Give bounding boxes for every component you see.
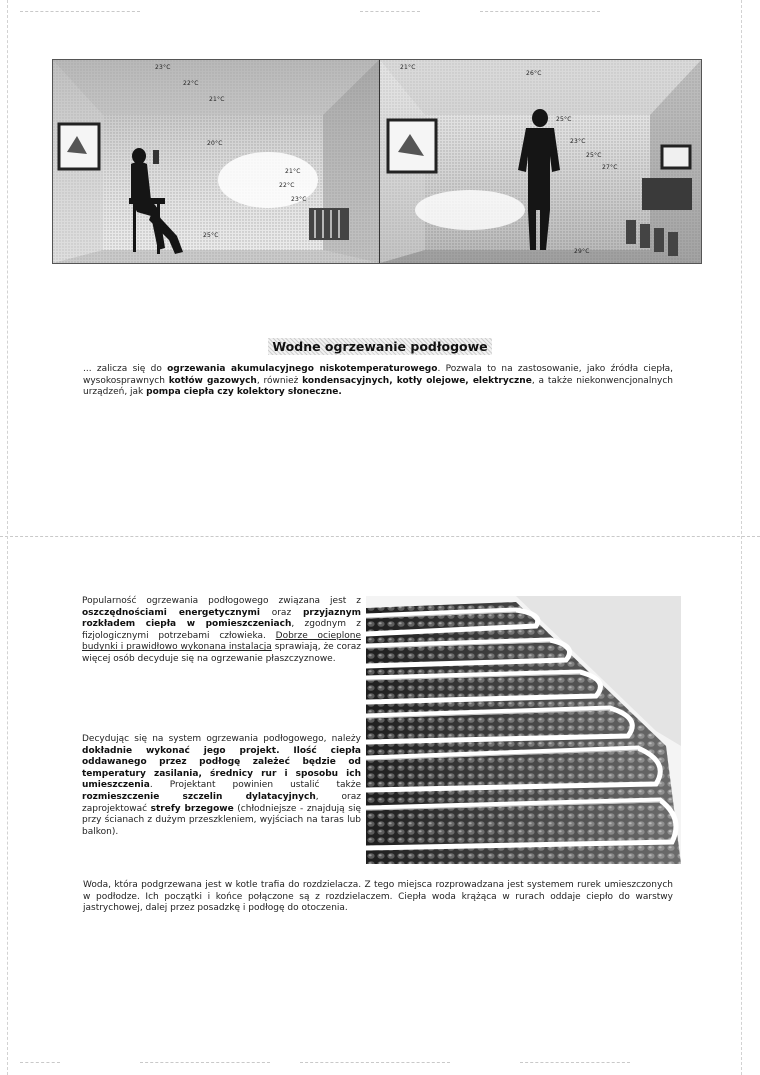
scan-line [360, 11, 420, 12]
temp-label: 25°C [586, 152, 602, 159]
para-text: (chłodniejsze - znajdują się przy ścianach z dużym przeszkleniem, wyjściach na taras lub balkon). [82, 803, 361, 837]
scan-line [0, 536, 760, 537]
scan-line [520, 1062, 630, 1063]
para-bold: strefy brzegowe [150, 803, 234, 814]
para-bold: oszczędnościami energetycznymi [82, 607, 260, 618]
design-paragraph [82, 734, 361, 838]
para-underline: Dobrze ocieplone budynki i prawidłowo wykonana instalacja [82, 630, 361, 653]
scan-edge [7, 0, 8, 1075]
intro-bold: kotłów gazowych [168, 375, 257, 386]
intro-text: . Pozwala to na zastosowanie, jako źródła ciepła, wysokosprawnych [83, 364, 674, 386]
intro-text: , również [256, 375, 303, 386]
para-bold: rozmieszczenie szczelin dylatacyjnych [82, 791, 316, 802]
temp-label: 27°C [602, 164, 618, 171]
para-text: , zgodnym z fizjologicznymi potrzebami człowieka. [82, 619, 361, 641]
para-text: , oraz zaprojektować [82, 791, 361, 814]
scan-line [300, 1062, 450, 1063]
outro-paragraph: Woda, która podgrzewana jest w kotle trafia do rozdzielacza. Z tego miejsca rozprowadzana jest systemem rurek umieszczonych w podłodze. Ich początki i końce połączone są z rozdzielaczem. Ciepła woda krążąca w rurach oddaje ciepło do warstwy jastrychowej, dalej przez posadzkę i podłogę do otoczenia. [83, 880, 673, 913]
floor-heating-pipes-photo [366, 596, 681, 864]
para-text: oraz [259, 607, 303, 618]
para-text: sprawiają, że coraz więcej osób decyduje się na ogrzewanie płaszczyznowe. [82, 642, 362, 664]
temp-label: 21°C [285, 168, 301, 175]
intro-bold: ogrzewania akumulacyjnego niskotemperaturowego [167, 364, 438, 374]
room-temperature-figure [52, 59, 702, 264]
para-text: Decydując się na system ogrzewania podłogowego, należy [82, 734, 361, 744]
temp-label: 22°C [279, 182, 295, 189]
scan-line [20, 11, 140, 12]
para-bold: dokładnie wykonać jego projekt. Ilość ciepła oddawanego przez podłogę zależeć będzie od temperatury zasilania, średnicy rur i sposobu ich umieszczenia [82, 745, 361, 791]
intro-bold: pompa ciepła czy kolektory słoneczne. [146, 387, 342, 397]
scan-line [140, 1062, 270, 1063]
temp-label: 25°C [556, 116, 572, 123]
room-left-radiator-heating [53, 60, 379, 263]
heading-text: Wodne ogrzewanie podłogowe [268, 338, 491, 355]
temp-label: 23°C [570, 138, 586, 145]
temp-label: 23°C [291, 196, 307, 203]
scan-line [20, 1062, 60, 1063]
room-right-floor-heating [380, 60, 701, 263]
scan-line [480, 11, 600, 12]
para-text: Popularność ogrzewania podłogowego związana jest z [82, 596, 361, 606]
para-text: . Projektant powinien ustalić także [149, 780, 361, 791]
temp-label: 29°C [574, 248, 590, 255]
temp-label: 23°C [155, 64, 171, 71]
intro-bold: kondensacyjnych, kotły olejowe, elektryczne [302, 375, 532, 386]
intro-text: ... zalicza się do [83, 364, 168, 374]
para-bold: przyjaznym rozkładem ciepła w pomieszczeniach [82, 607, 361, 630]
temp-label: 21°C [400, 64, 416, 71]
intro-text: , a także niekonwencjonalnych urządzeń, jak [83, 375, 673, 397]
section-heading [0, 336, 760, 355]
temp-label: 21°C [209, 96, 225, 103]
temp-label: 25°C [203, 232, 219, 239]
temp-label: 20°C [207, 140, 223, 147]
temp-label: 26°C [526, 70, 542, 77]
scan-edge [741, 0, 742, 1075]
temp-label: 22°C [183, 80, 199, 87]
popularity-paragraph [82, 596, 361, 666]
intro-paragraph [83, 364, 673, 399]
